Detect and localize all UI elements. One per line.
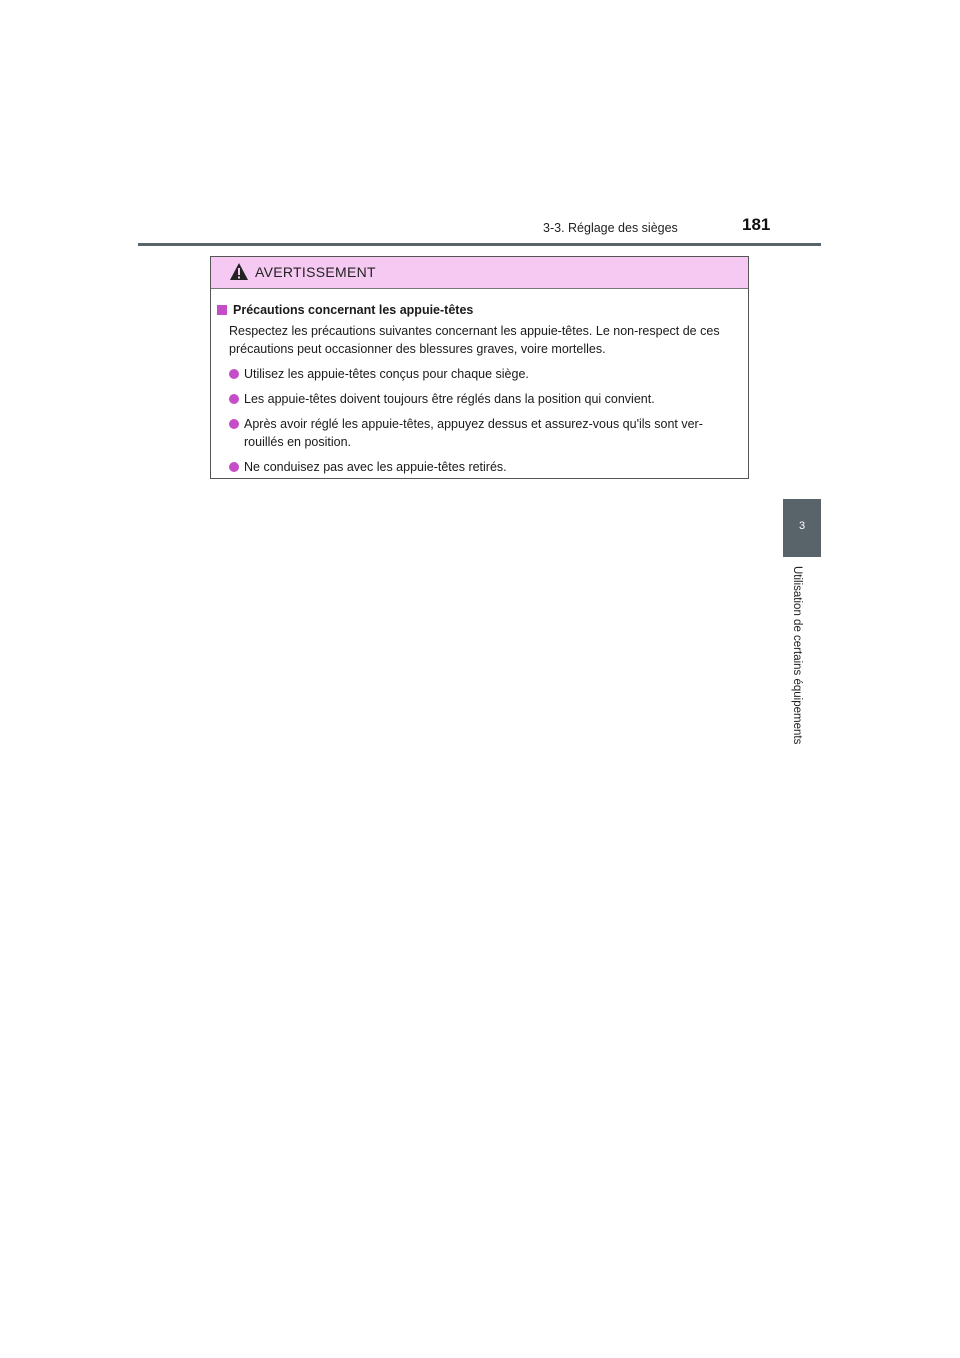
list-item xyxy=(217,415,738,451)
list-item xyxy=(217,458,738,476)
page-header-section: 3-3. Réglage des sièges xyxy=(543,221,678,235)
warning-title: AVERTISSEMENT xyxy=(255,264,376,280)
intro-paragraph: Respectez les précautions suivantes concernant les appuie-têtes. Le non-respect de ces précautions peut occasionner des blessures graves, voire mortelles. xyxy=(229,324,720,356)
round-bullet-icon xyxy=(229,419,239,429)
list-item xyxy=(217,390,738,408)
warning-header xyxy=(211,257,748,289)
square-bullet-icon xyxy=(217,305,227,315)
warning-triangle-icon xyxy=(229,262,249,282)
header-rule xyxy=(138,243,821,246)
chapter-title: Utilisation de certains équipements xyxy=(791,566,803,745)
section-title: Précautions concernant les appuie-têtes xyxy=(233,303,474,317)
round-bullet-icon xyxy=(229,462,239,472)
chapter-tab: 3 xyxy=(783,499,821,557)
list-item xyxy=(217,365,738,383)
round-bullet-icon xyxy=(229,394,239,404)
round-bullet-icon xyxy=(229,369,239,379)
section-heading xyxy=(217,301,738,319)
warning-box xyxy=(210,256,749,479)
list-item-text: Ne conduisez pas avec les appuie-têtes retirés. xyxy=(244,460,507,474)
list-item-text: Les appuie-têtes doivent toujours être réglés dans la position qui convient. xyxy=(244,392,655,406)
list-item-text: Utilisez les appuie-têtes conçus pour chaque siège. xyxy=(244,367,529,381)
page-number: 181 xyxy=(742,215,771,234)
warning-body xyxy=(211,289,748,476)
list-item-text: Après avoir réglé les appuie-têtes, appuyez dessus et assurez-vous qu'ils sont ver-rouillés en position. xyxy=(244,417,703,449)
